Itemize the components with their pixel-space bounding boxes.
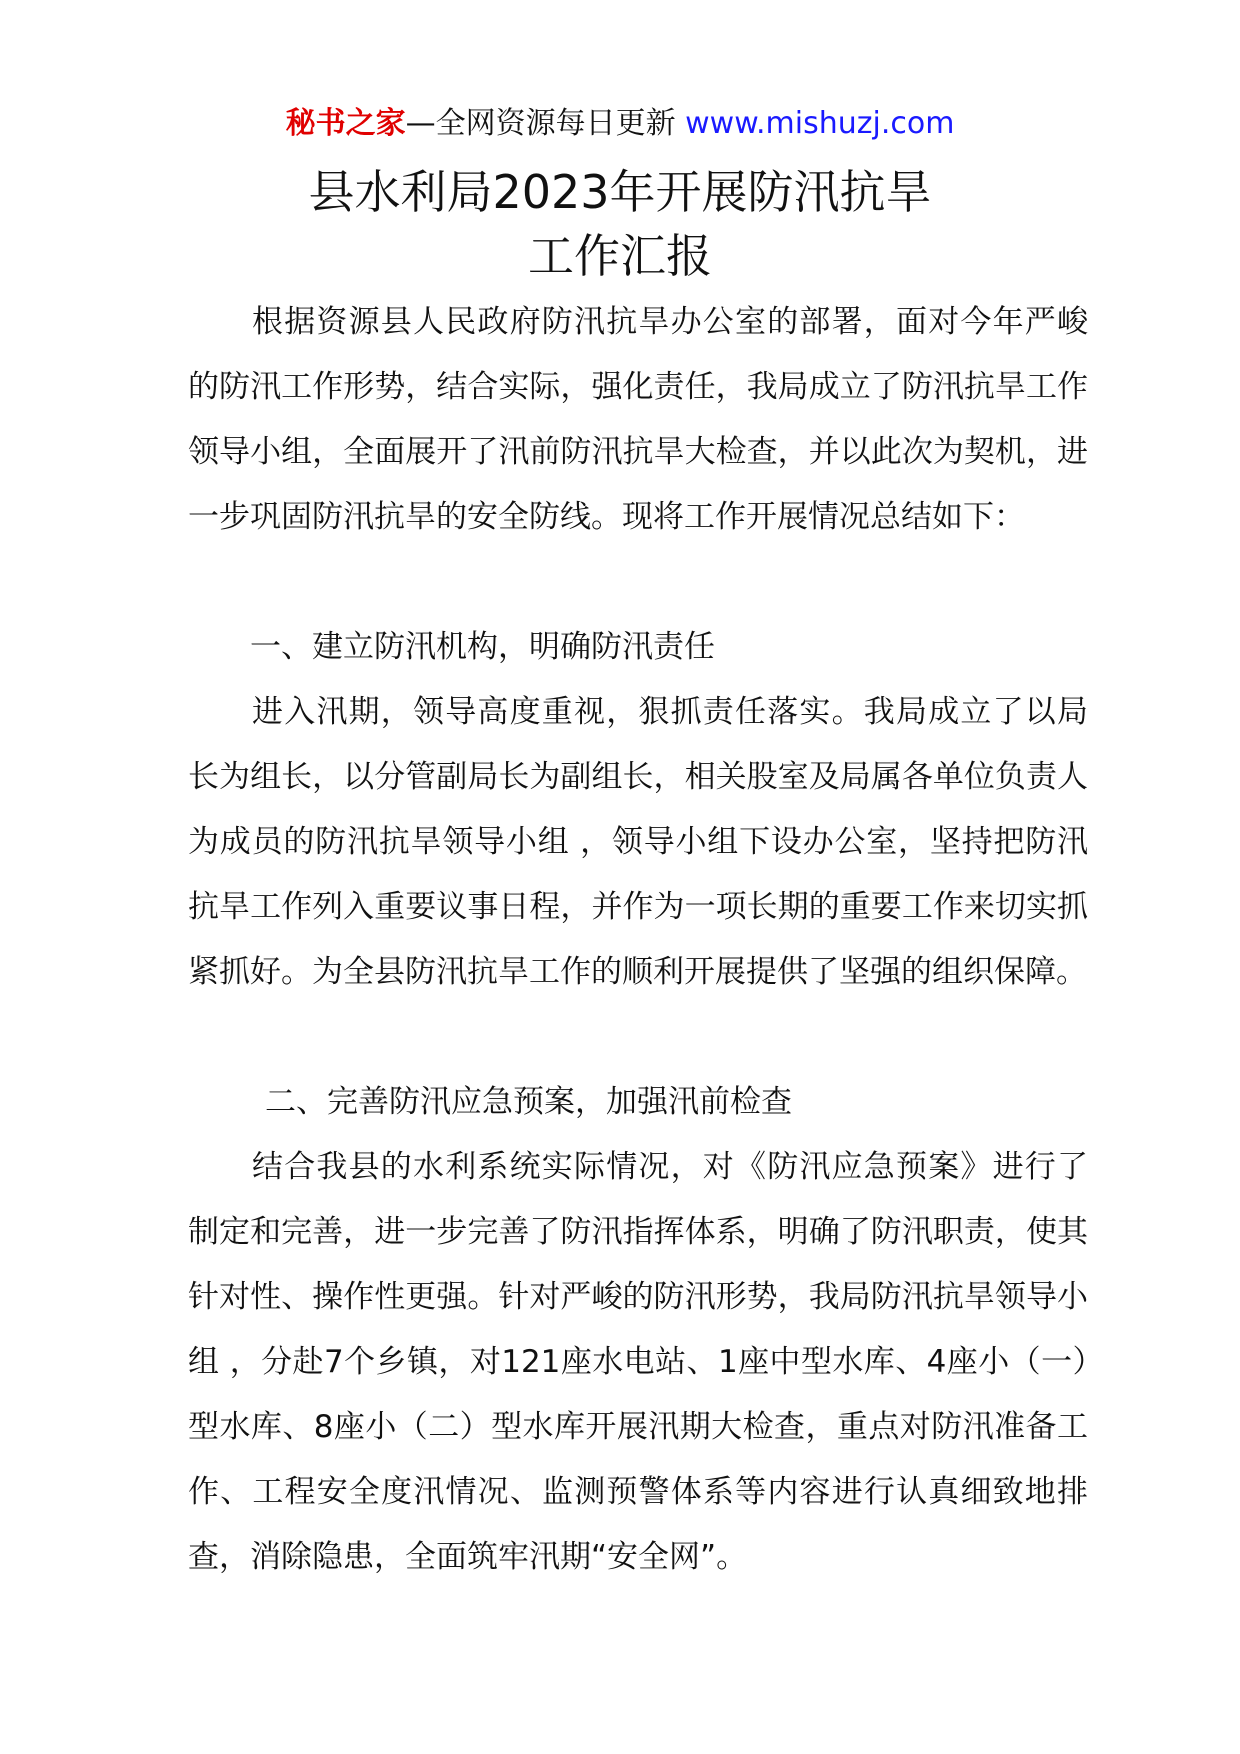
section-heading-2: 二、完善防汛应急预案，加强汛前检查: [265, 1084, 792, 1120]
intro-paragraph: 根据资源县人民政府防汛抗旱办公室的部署，面对今年严峻的防汛工作形势，结合实际，强化责任，我局成立了防汛抗旱工作领导小组，全面展开了汛前防汛抗旱大检查，并以此次为契机，进一步巩固防汛抗旱的安全防线。现将工作开展情况总结如下：: [188, 304, 1088, 535]
section-heading-1: 一、建立防汛机构，明确防汛责任: [250, 629, 715, 665]
document-title-line-1: 县水利局2023年开展防汛抗旱: [308, 165, 932, 219]
site-banner: [0, 102, 1240, 146]
document-title-line-2: 工作汇报: [528, 229, 712, 283]
section-1-paragraph: 进入汛期，领导高度重视，狠抓责任落实。我局成立了以局长为组长，以分管副局长为副组长，相关股室及局属各单位负责人为成员的防汛抗旱领导小组 ，领导小组下设办公室，坚持把防汛抗旱工作列入重要议事日程，并作为一项长期的重要工作来切实抓紧抓好。为全县防汛抗旱工作的顺利开展提供了坚强的组织保障。: [188, 694, 1088, 990]
section-2-paragraph: 结合我县的水利系统实际情况，对《防汛应急预案》进行了制定和完善，进一步完善了防汛指挥体系，明确了防汛职责，使其针对性、操作性更强。针对严峻的防汛形势，我局防汛抗旱领导小组 ，分赴7个乡镇，对121座水电站、1座中型水库、4座小（一）型水库、8座小（二）型水库开展汛期大检查，重点对防汛准备工作、工程安全度汛情况、监测预警体系等内容进行认真细致地排查，消除隐患，全面筑牢汛期“安全网”。: [188, 1149, 1088, 1575]
brand-name: 秘书之家: [285, 106, 406, 141]
website-link[interactable]: www.mishuzj.com: [685, 106, 955, 141]
banner-slogan: —全网资源每日更新: [405, 106, 676, 141]
